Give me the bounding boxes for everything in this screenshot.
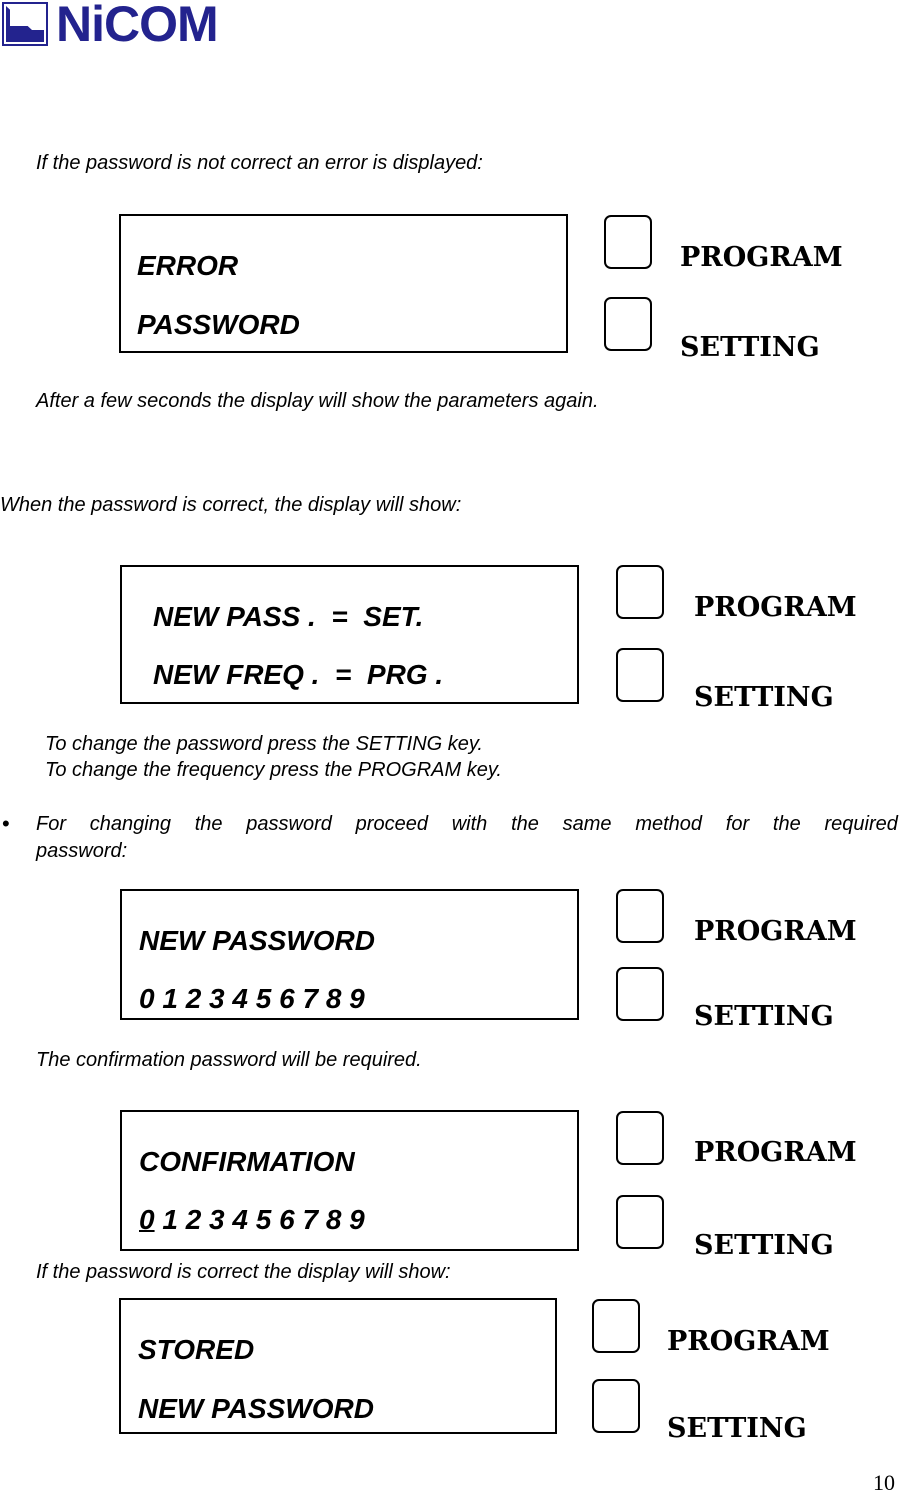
bullet-word: password xyxy=(246,813,332,835)
logo-mark-icon xyxy=(2,2,48,46)
program-key[interactable] xyxy=(616,1111,664,1165)
bullet-word: the xyxy=(511,813,539,835)
lcd-line-1: STORED xyxy=(138,1334,255,1365)
setting-key-label: SETTING xyxy=(694,1230,834,1261)
setting-key-note: To change the password press the SETTING key. xyxy=(45,733,483,755)
setting-key-label: SETTING xyxy=(694,682,834,713)
error-intro-text: If the password is not correct an error is displayed: xyxy=(36,152,483,174)
lcd-display-new-password xyxy=(120,889,579,1020)
stored-intro-text: If the password is correct the display will show: xyxy=(36,1261,451,1283)
bullet-word: proceed xyxy=(355,813,428,835)
lcd-display-confirmation xyxy=(120,1110,579,1251)
program-key-label: PROGRAM xyxy=(694,592,857,623)
lcd-display-menu xyxy=(120,565,579,704)
setting-key[interactable] xyxy=(616,967,664,1021)
bullet-word: for xyxy=(725,813,750,835)
program-key-label: PROGRAM xyxy=(667,1326,830,1357)
setting-key[interactable] xyxy=(604,297,652,351)
lcd-line-2: 0 1 2 3 4 5 6 7 8 9 xyxy=(139,983,365,1014)
bullet-word: method xyxy=(635,813,703,835)
bullet-word: with xyxy=(451,813,488,835)
bullet-word: the xyxy=(194,813,223,835)
page-number: 10 xyxy=(873,1470,895,1495)
program-key[interactable] xyxy=(604,215,652,269)
lcd-line-2: NEW PASSWORD xyxy=(138,1393,374,1424)
setting-key-label: SETTING xyxy=(680,332,820,363)
program-key-label: PROGRAM xyxy=(694,916,857,947)
lcd-line-2: PASSWORD xyxy=(137,309,300,340)
program-key[interactable] xyxy=(616,565,664,619)
lcd-display-stored xyxy=(119,1298,557,1434)
lcd-line-2 xyxy=(139,1204,365,1236)
program-key[interactable] xyxy=(592,1299,640,1353)
program-key-label: PROGRAM xyxy=(694,1137,857,1168)
cursor-digit: 0 xyxy=(139,1204,155,1235)
confirmation-note: The confirmation password will be required. xyxy=(36,1049,422,1071)
program-key-note: To change the frequency press the PROGRAM key. xyxy=(45,759,502,781)
bullet-text-line-2: password: xyxy=(36,840,128,862)
setting-key[interactable] xyxy=(616,648,664,702)
lcd-display-error xyxy=(119,214,568,353)
program-key-label: PROGRAM xyxy=(680,242,843,273)
bullet-word: For xyxy=(36,813,66,835)
lcd-line-2: NEW FREQ . = PRG . xyxy=(153,659,444,690)
program-key[interactable] xyxy=(616,889,664,943)
bullet-word: the xyxy=(772,813,801,835)
after-error-text: After a few seconds the display will show the parameters again. xyxy=(36,390,599,412)
setting-key[interactable] xyxy=(616,1195,664,1249)
logo-text: NiCOM xyxy=(56,0,218,52)
bullet-word: changing xyxy=(89,813,171,835)
bullet-word: required xyxy=(824,813,898,835)
remaining-digits: 1 2 3 4 5 6 7 8 9 xyxy=(154,1204,365,1235)
setting-key-label: SETTING xyxy=(667,1413,807,1444)
bullet-text-line-1 xyxy=(36,811,898,837)
lcd-line-1: ERROR xyxy=(137,250,239,281)
company-logo xyxy=(2,0,218,52)
correct-intro-text: When the password is correct, the display will show: xyxy=(0,494,462,516)
bullet-word: same xyxy=(562,813,612,835)
lcd-line-1: NEW PASSWORD xyxy=(139,925,375,956)
lcd-line-1: NEW PASS . = SET. xyxy=(153,601,424,632)
bullet-dot: • xyxy=(2,811,10,836)
lcd-line-1: CONFIRMATION xyxy=(139,1146,355,1177)
setting-key-label: SETTING xyxy=(694,1001,834,1032)
setting-key[interactable] xyxy=(592,1379,640,1433)
